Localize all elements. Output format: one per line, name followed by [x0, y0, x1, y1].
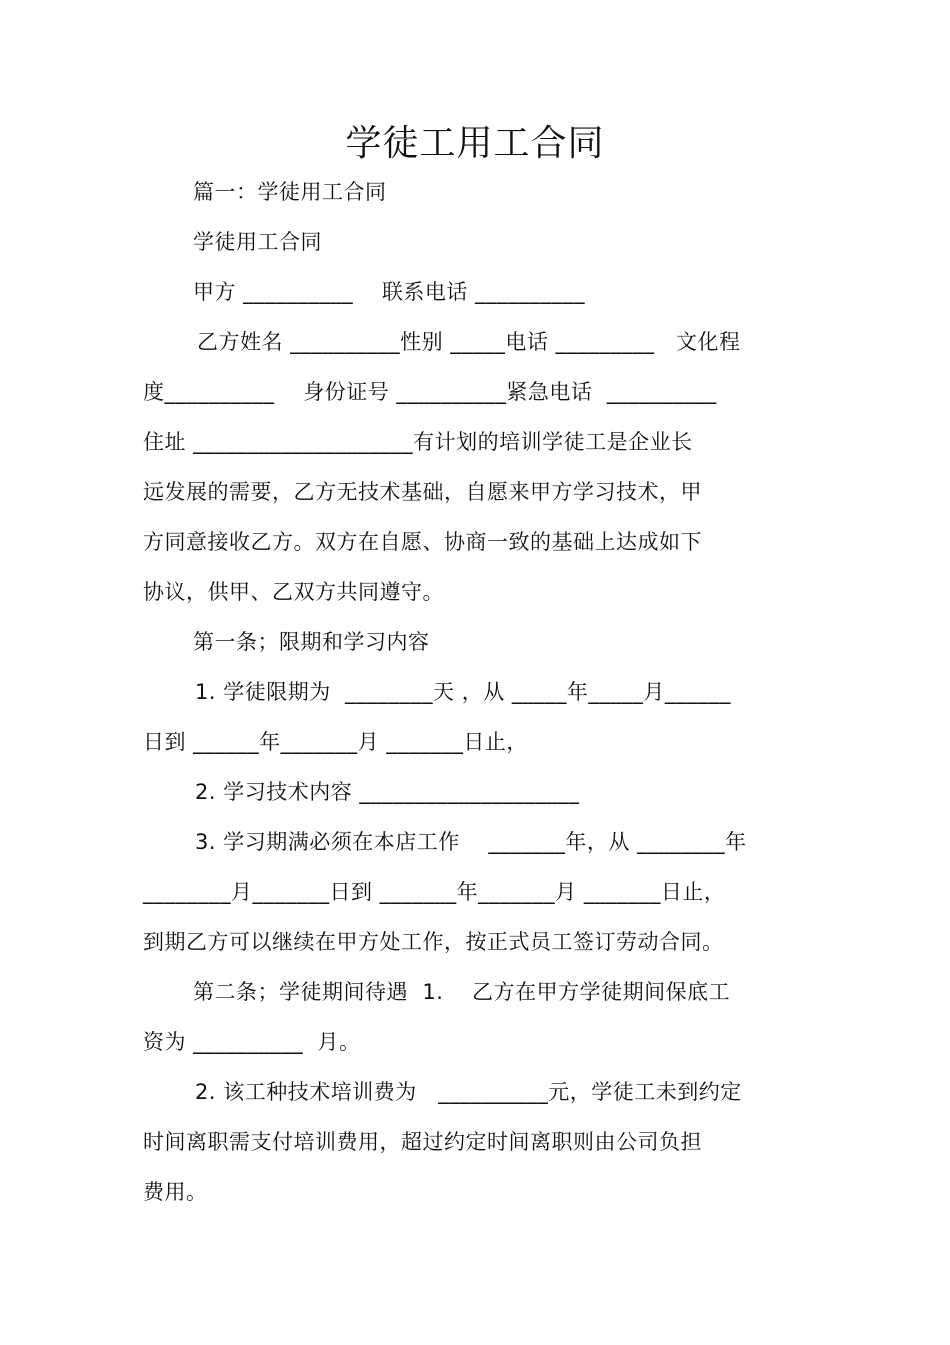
term-line-continued: 日到 ______年_______月 _______日止， — [143, 730, 528, 754]
term-line: 1. 学徒限期为 ________天 ，从 _____年_____月______ — [195, 680, 731, 704]
party-b-id-line: 度__________ 身份证号 __________紧急电话 __________ — [143, 380, 717, 404]
section-heading: 篇一：学徒用工合同 — [193, 180, 387, 204]
training-fee-line-continued: 时间离职需支付培训费用，超过约定时间离职则由公司负担 — [143, 1130, 702, 1154]
article-two-heading: 第二条；学徒期间待遇 1. 乙方在甲方学徒期间保底工 — [193, 980, 731, 1004]
address-line: 住址 ____________________有计划的培训学徒工是企业长 — [143, 430, 693, 454]
page-title: 学徒工用工合同 — [345, 123, 605, 164]
article-one-heading: 第一条；限期和学习内容 — [193, 630, 430, 654]
work-term-line: 3. 学习期满必须在本店工作 _______年，从 ________年 — [195, 830, 747, 854]
training-fee-line-continued: 费用。 — [143, 1180, 208, 1204]
salary-line: 资为 __________ 月。 — [143, 1030, 361, 1054]
party-b-line: 乙方姓名 __________性别 _____电话 _________ 文化程 — [197, 330, 741, 354]
work-term-line-continued: ________月_______日到 _______年_______月 _______日止， — [143, 880, 726, 904]
contract-subtitle: 学徒用工合同 — [193, 230, 322, 254]
study-content-line: 2. 学习技术内容 ____________________ — [195, 780, 580, 804]
body-paragraph-line: 方同意接收乙方。双方在自愿、协商一致的基础上达成如下 — [143, 530, 702, 554]
training-fee-line: 2. 该工种技术培训费为 __________元，学徒工未到约定 — [195, 1080, 742, 1104]
work-term-line-continued: 到期乙方可以继续在甲方处工作，按正式员工签订劳动合同。 — [143, 930, 724, 954]
body-paragraph-line: 协议，供甲、乙双方共同遵守。 — [143, 580, 444, 604]
body-paragraph-line: 远发展的需要，乙方无技术基础，自愿来甲方学习技术，甲 — [143, 480, 702, 504]
party-a-line: 甲方 __________ 联系电话 __________ — [193, 280, 586, 304]
